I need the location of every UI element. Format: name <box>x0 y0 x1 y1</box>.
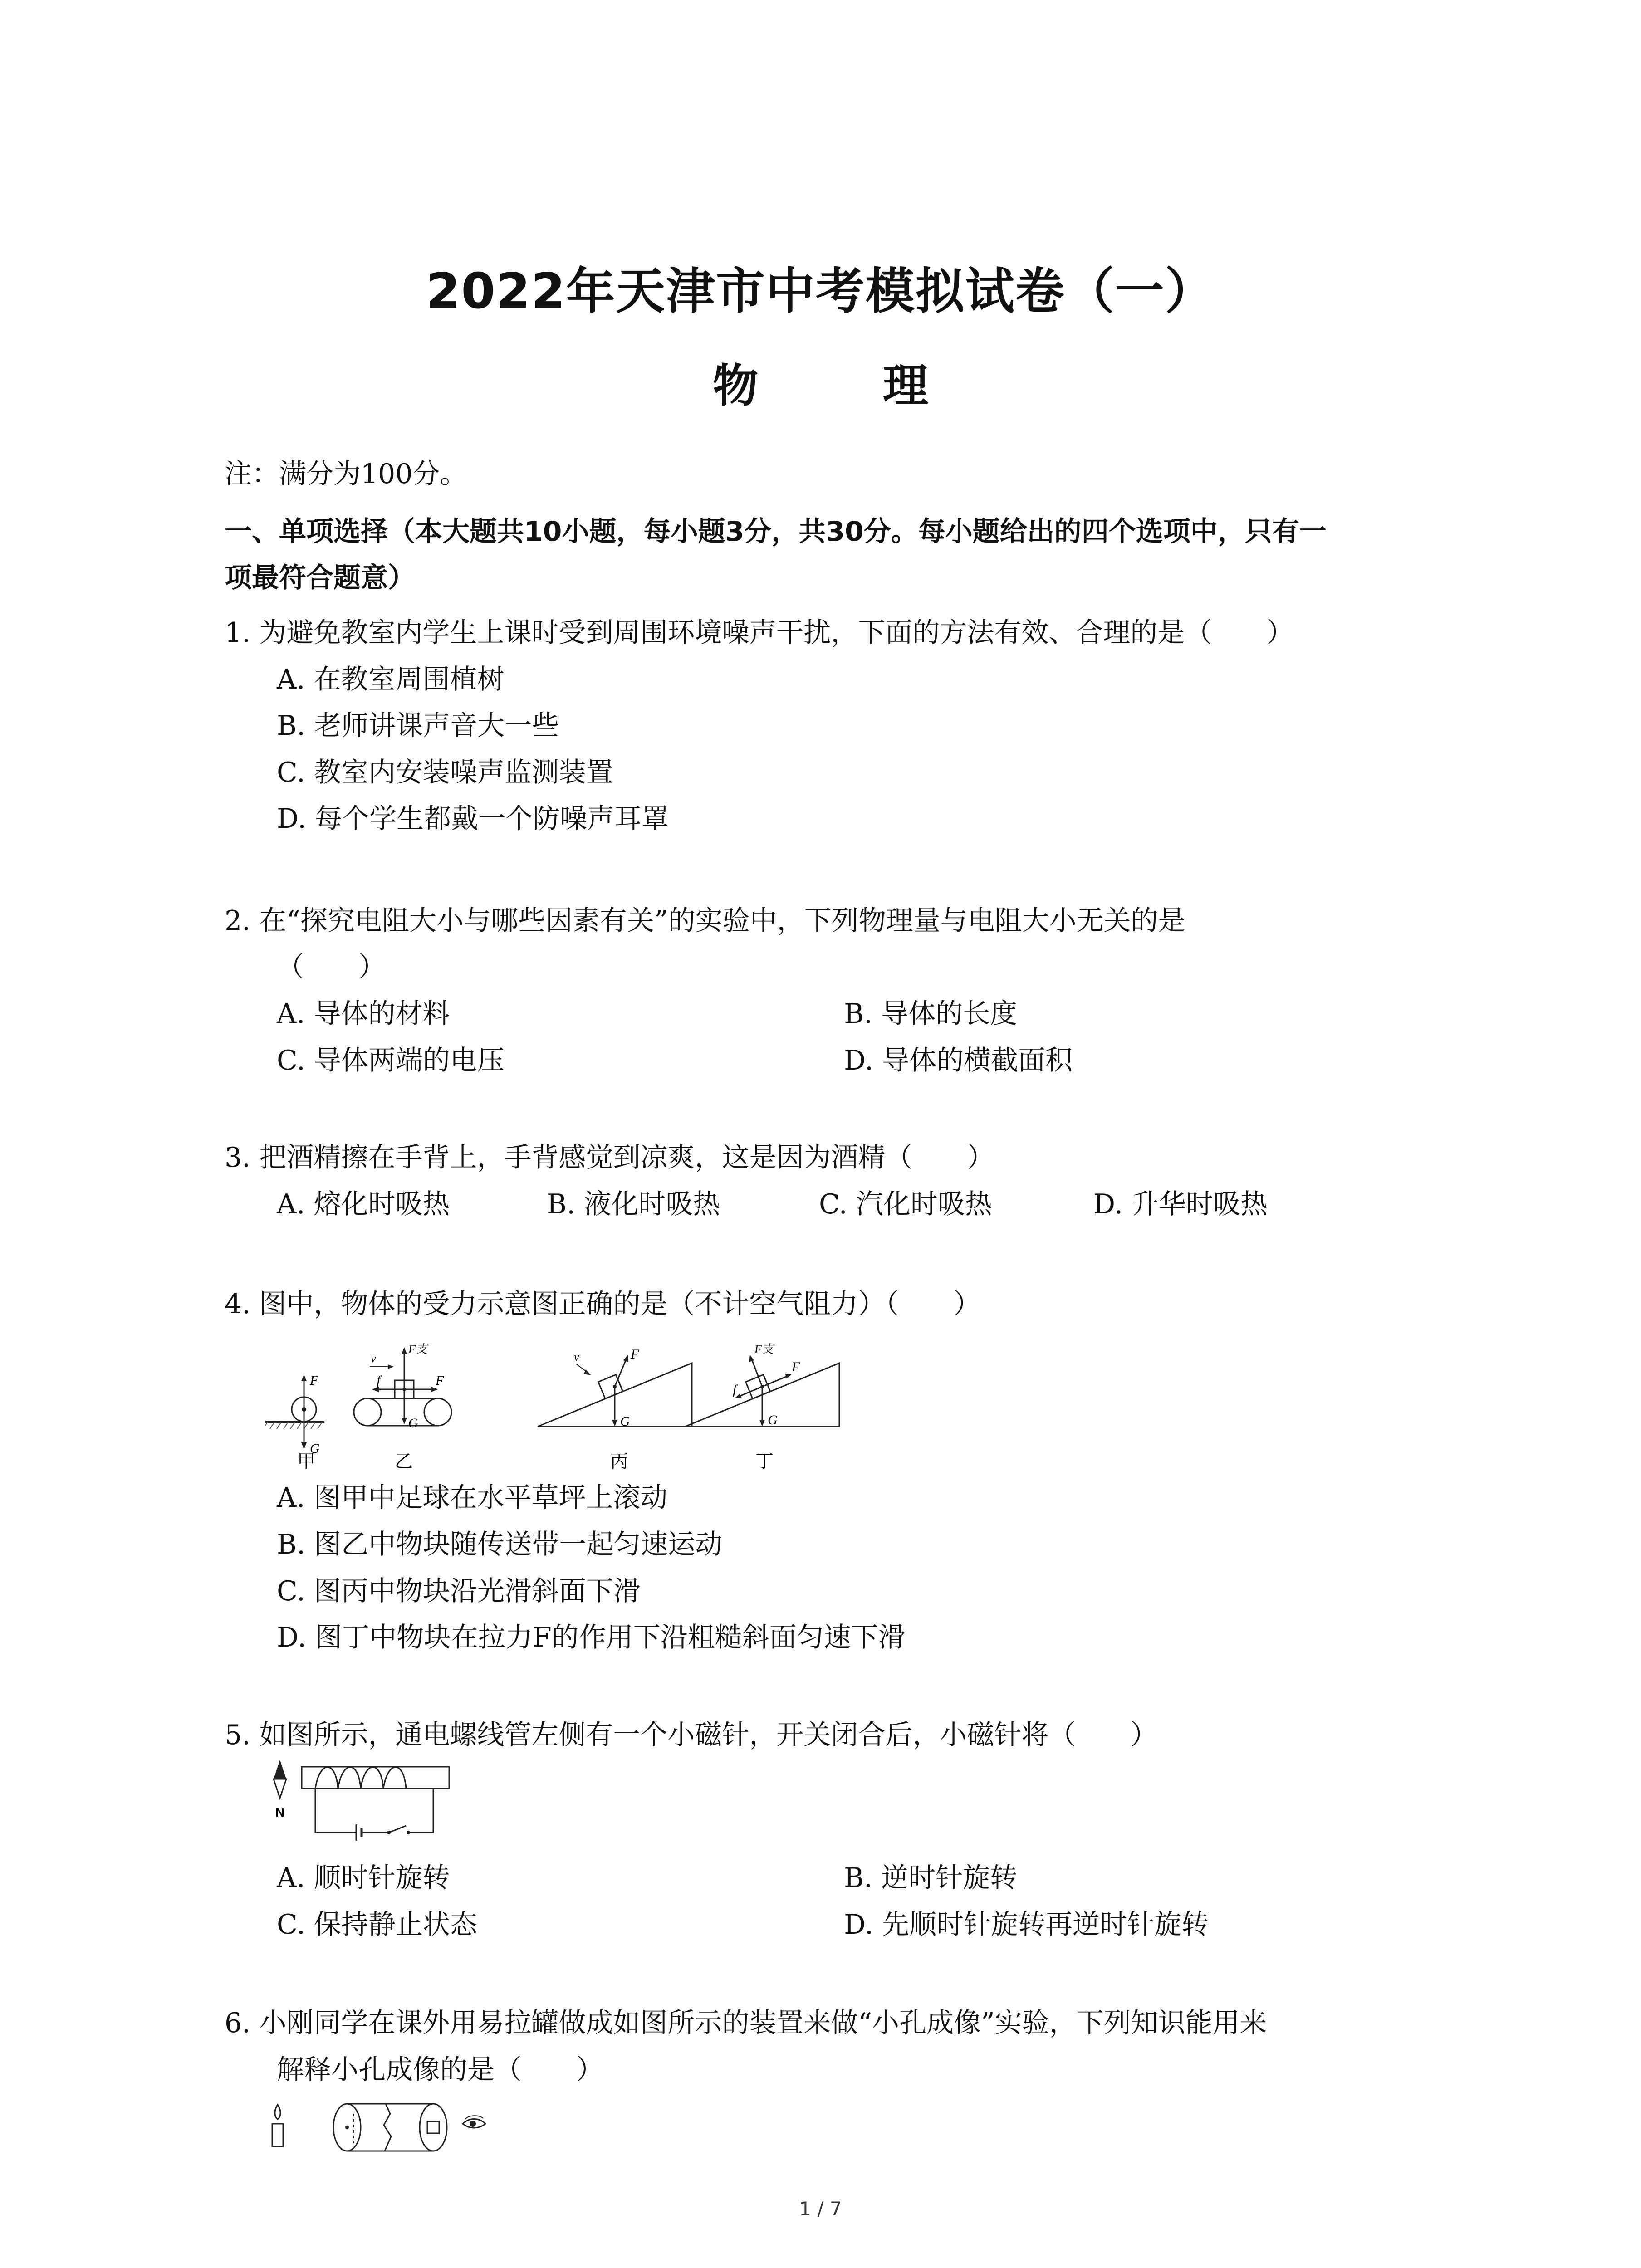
question-5-option-b: B. 逆时针旋转 <box>844 1862 1018 1894</box>
question-4-stem: 4. 图中，物体的受力示意图正确的是（不计空气阻力）（ ） <box>225 1288 981 1320</box>
svg-text:G: G <box>620 1414 630 1429</box>
question-5-option-c: C. 保持静止状态 <box>277 1909 477 1941</box>
svg-text:G: G <box>768 1413 778 1427</box>
question-2-stem-continued: （ ） <box>277 951 386 983</box>
question-3-option-d: D. 升华时吸热 <box>1093 1188 1268 1220</box>
question-4-option-d: D. 图丁中物块在拉力F的作用下沿粗糙斜面匀速下滑 <box>277 1622 906 1653</box>
page-title: 2022年天津市中考模拟试卷（一） <box>426 263 1215 320</box>
question-1-stem: 1. 为避免教室内学生上课时受到周围环境噪声干扰，下面的方法有效、合理的是（ ） <box>225 617 1294 649</box>
question-1-option-d: D. 每个学生都戴一个防噪声耳罩 <box>277 803 669 835</box>
section-heading-line2: 项最符合题意） <box>225 562 415 594</box>
question-2-stem: 2. 在“探究电阻大小与哪些因素有关”的实验中，下列物理量与电阻大小无关的是 <box>225 905 1185 937</box>
question-3-option-b: B. 液化时吸热 <box>547 1188 720 1220</box>
svg-text:v: v <box>574 1350 579 1364</box>
figure-label-ding: 丁 <box>755 1451 774 1472</box>
question-5-solenoid-diagram <box>270 1760 460 1855</box>
svg-text:G: G <box>408 1416 418 1431</box>
question-3-option-a: A. 熔化时吸热 <box>277 1188 450 1220</box>
figure-label-jia: 甲 <box>297 1451 315 1472</box>
page-number: 1 / 7 <box>799 2198 842 2220</box>
question-5-option-a: A. 顺时针旋转 <box>277 1862 450 1894</box>
svg-text:f: f <box>733 1382 737 1397</box>
question-6-stem: 6. 小刚同学在课外用易拉罐做成如图所示的装置来做“小孔成像”实验，下列知识能用来 <box>225 2007 1267 2039</box>
question-2-option-b: B. 导体的长度 <box>844 998 1018 1030</box>
diagram-yi <box>354 1343 451 1431</box>
svg-text:F支: F支 <box>754 1343 774 1356</box>
figure-label-bing: 丙 <box>610 1451 628 1472</box>
question-2-option-a: A. 导体的材料 <box>277 998 450 1030</box>
figure-label-yi: 乙 <box>395 1451 413 1472</box>
diagram-ding <box>685 1343 839 1427</box>
question-5-stem: 5. 如图所示，通电螺线管左侧有一个小磁针，开关闭合后，小磁针将（ ） <box>225 1719 1158 1751</box>
svg-text:f: f <box>377 1373 381 1388</box>
diagram-jia <box>265 1373 324 1456</box>
question-4-option-b: B. 图乙中物块随传送带一起匀速运动 <box>277 1529 723 1560</box>
question-6-stem-continued: 解释小孔成像的是（ ） <box>277 2054 603 2086</box>
svg-text:v: v <box>371 1352 376 1365</box>
question-1-option-c: C. 教室内安装噪声监测装置 <box>277 757 613 788</box>
svg-text:F: F <box>792 1359 800 1374</box>
question-2-option-c: C. 导体两端的电压 <box>277 1045 505 1076</box>
svg-text:N: N <box>275 1805 285 1819</box>
svg-text:G: G <box>310 1441 320 1456</box>
question-4-option-a: A. 图甲中足球在水平草坪上滚动 <box>277 1482 668 1514</box>
question-4-force-diagram <box>265 1331 846 1476</box>
question-1-option-b: B. 老师讲课声音大一些 <box>277 710 559 742</box>
question-2-option-d: D. 导体的横截面积 <box>844 1045 1073 1076</box>
subject-title: 物 理 <box>713 359 983 412</box>
question-1-option-a: A. 在教室周围植树 <box>277 664 505 695</box>
svg-text:F: F <box>310 1373 318 1388</box>
diagram-bing <box>538 1347 692 1429</box>
section-heading-line1: 一、单项选择（本大题共10小题，每小题3分，共30分。每小题给出的四个选项中，只有一 <box>225 516 1327 547</box>
question-4-option-c: C. 图丙中物块沿光滑斜面下滑 <box>277 1575 641 1607</box>
svg-text:F支: F支 <box>408 1343 427 1356</box>
question-3-option-c: C. 汽化时吸热 <box>819 1188 992 1220</box>
score-note: 注：满分为100分。 <box>225 458 467 490</box>
svg-text:F: F <box>631 1347 639 1362</box>
question-6-pinhole-diagram <box>263 2100 499 2164</box>
question-5-option-d: D. 先顺时针旋转再逆时针旋转 <box>844 1909 1209 1941</box>
question-3-stem: 3. 把酒精擦在手背上，手背感觉到凉爽，这是因为酒精（ ） <box>225 1142 994 1173</box>
svg-text:F: F <box>436 1373 444 1388</box>
